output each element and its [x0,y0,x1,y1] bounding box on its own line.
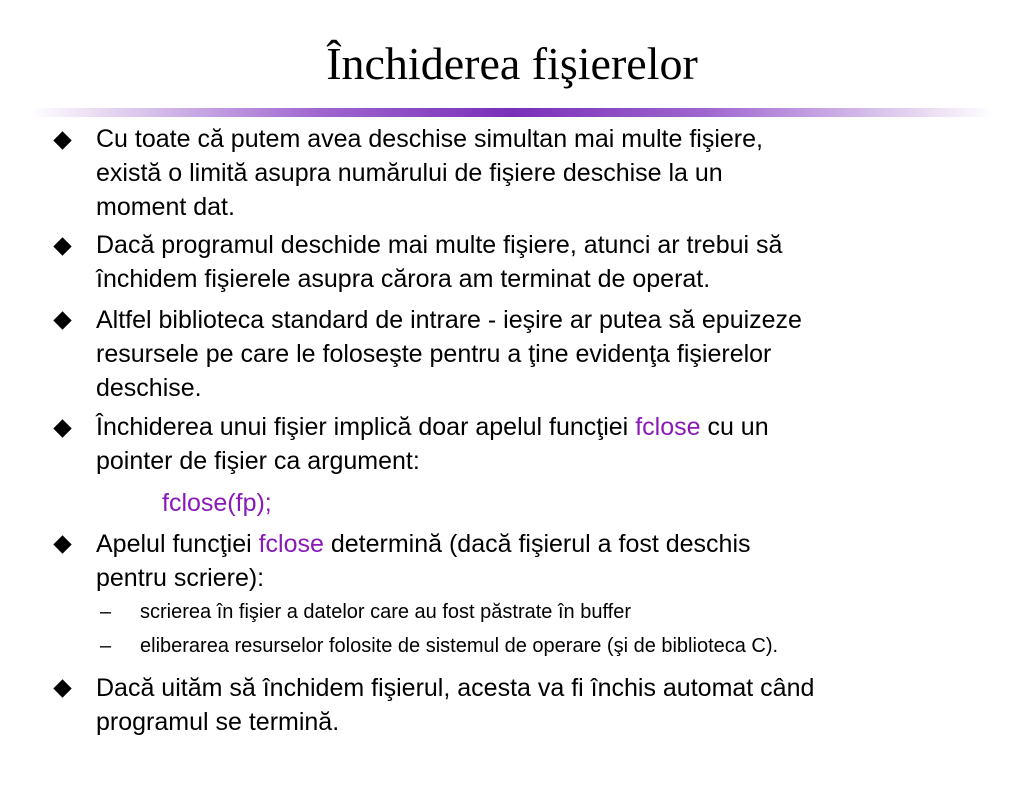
bullet-line: programul se termină. [96,708,340,736]
diamond-bullet-icon [53,131,71,149]
bullet-line: deschise. [96,374,202,402]
fclose-keyword: fclose [258,530,324,558]
bullet-line: Altfel biblioteca standard de intrare - ieşire ar putea să epuizeze [96,306,802,334]
bullet-line: Dacă programul deschide mai multe fişiere, atunci ar trebui să [96,231,783,259]
diamond-bullet-icon [53,679,71,697]
diamond-bullet-icon [53,535,71,553]
diamond-bullet-icon [53,311,71,329]
bullet-line: moment dat. [96,193,235,221]
bullet-line: există o limită asupra numărului de fişiere deschise la un [96,159,723,187]
bullet-line: Dacă uităm să închidem fişierul, acesta va fi închis automat când [96,674,815,702]
title-divider [30,108,994,117]
bullet-text: Închiderea unui fişier implică doar apelul funcţiei [96,413,636,441]
fclose-keyword: fclose [635,413,701,441]
bullet-line: resursele pe care le foloseşte pentru a ţine evidenţa fişierelor [96,340,772,368]
dash-bullet: – [100,635,112,657]
sub-bullet-line: eliberarea resurselor folosite de sistemul de operare (şi de biblioteca C). [140,635,779,657]
bullet-line: închidem fişierele asupra cărora am terminat de operat. [96,265,711,293]
sub-bullet-line: scrierea în fişier a datelor care au fost păstrate în buffer [140,601,631,623]
bullet-line: pointer de fişier ca argument: [96,447,420,475]
bullet-text: determină (dacă fişierul a fost deschis [323,530,751,558]
diamond-bullet-icon [53,237,71,255]
bullet-line: Cu toate că putem avea deschise simultan mai multe fişiere, [96,125,763,153]
dash-bullet: – [100,601,112,623]
bullet-line: pentru scriere): [96,564,265,592]
bullet-line [96,410,1006,444]
bullet-text: cu un [700,413,769,441]
code-sample: fclose(fp); [162,489,272,517]
bullet-line [96,527,1006,561]
slide-title: Închiderea fişierelor [326,38,698,89]
diamond-bullet-icon [53,419,71,437]
bullet-text: Apelul funcţiei [96,530,259,558]
